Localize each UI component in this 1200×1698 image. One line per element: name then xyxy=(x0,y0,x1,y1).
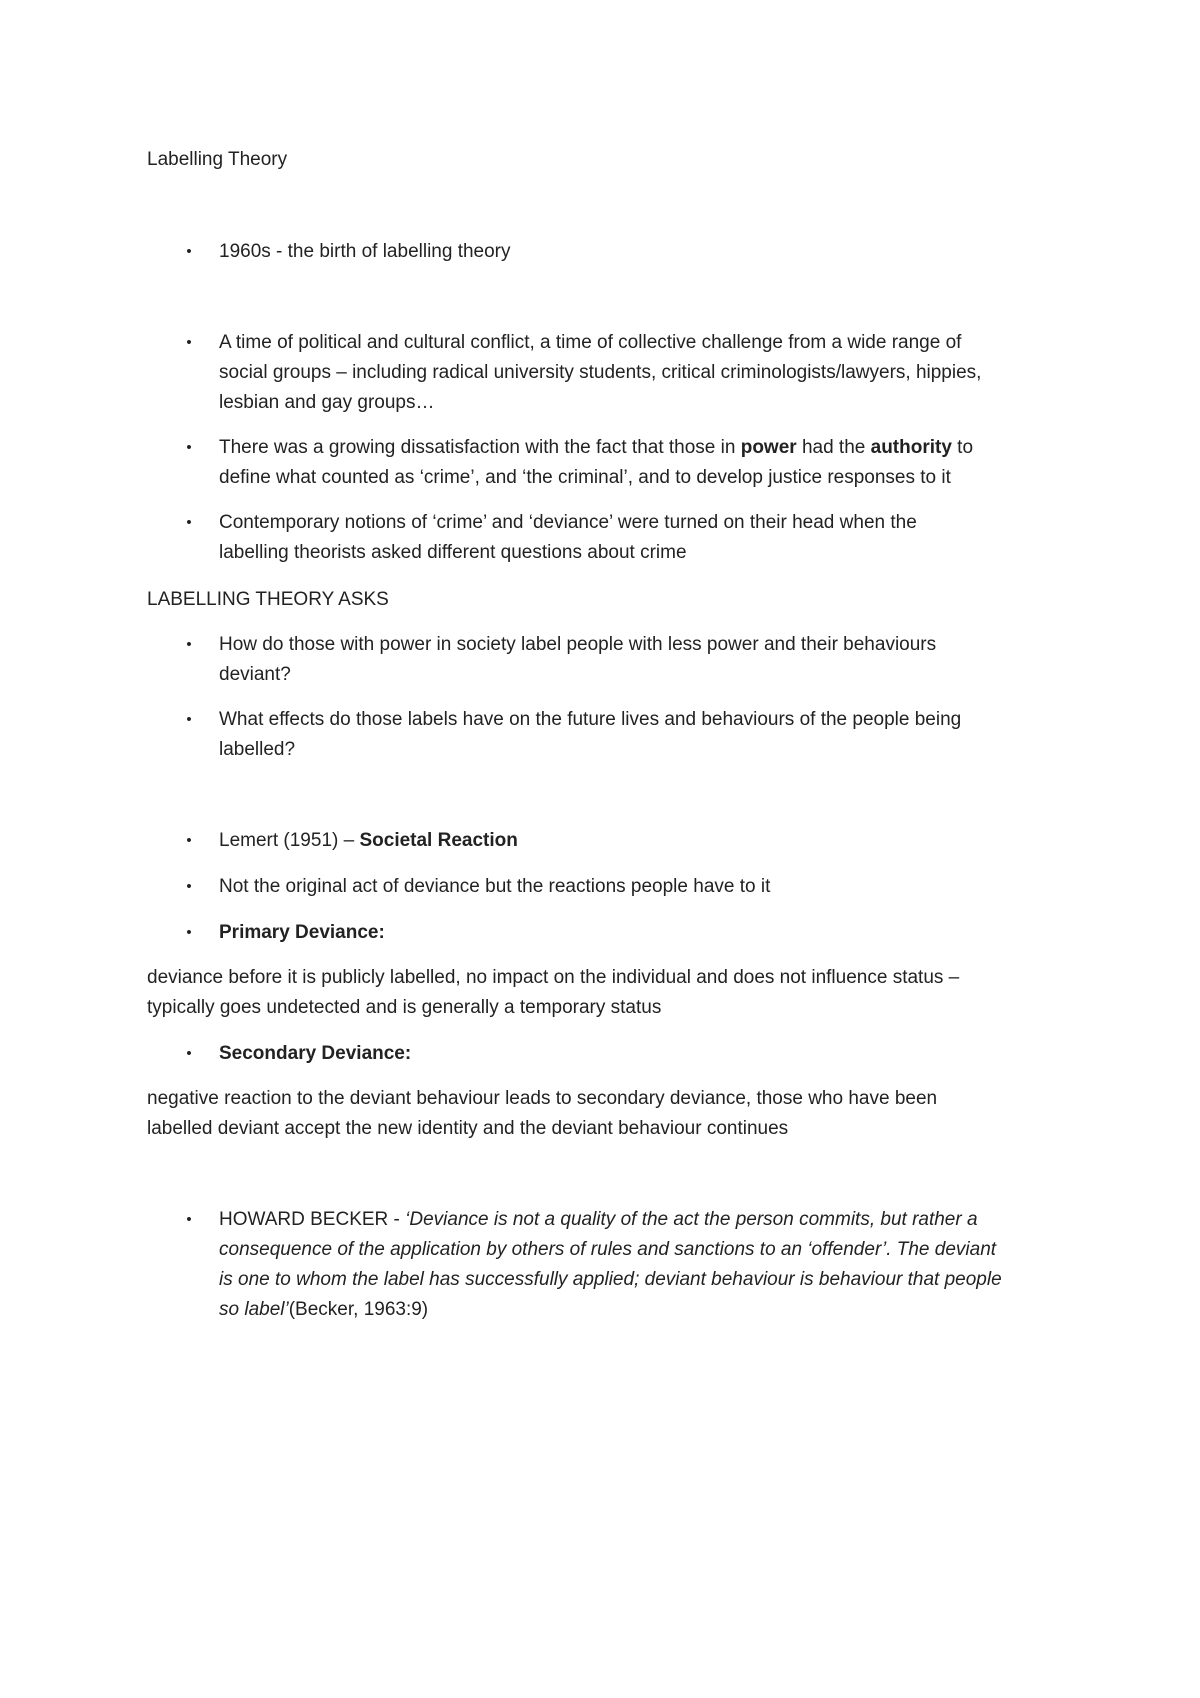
text-run: had the xyxy=(796,437,871,458)
primary-deviance-line-2: typically goes undetected and is generally a temporary status xyxy=(147,997,662,1018)
intro-dissatisfaction-line-1 xyxy=(219,433,973,463)
bold-authority: authority xyxy=(870,437,952,458)
becker-line-1 xyxy=(219,1205,978,1235)
bold-societal-reaction: Societal Reaction xyxy=(359,830,518,851)
intro-conflict-line-3: lesbian and gay groups… xyxy=(219,392,435,413)
text-run: to xyxy=(951,437,974,458)
lemert-heading xyxy=(219,826,518,856)
primary-deviance-heading: Primary Deviance: xyxy=(219,922,385,943)
intro-1960s: 1960s - the birth of labelling theory xyxy=(219,241,511,262)
secondary-deviance-heading: Secondary Deviance: xyxy=(219,1043,412,1064)
text-run: Lemert (1951) – xyxy=(219,830,360,851)
intro-contemporary-line-2: labelling theorists asked different questions about crime xyxy=(219,542,687,563)
lemert-not-original: Not the original act of deviance but the reactions people have to it xyxy=(219,876,771,897)
document-title: Labelling Theory xyxy=(147,149,288,170)
bullet-marker: • xyxy=(186,1211,192,1228)
becker-quote: so label’ xyxy=(219,1299,289,1320)
becker-citation: (Becker, 1963:9) xyxy=(288,1299,429,1320)
text-run: There was a growing dissatisfaction with the fact that those in xyxy=(219,437,741,458)
asks-q2-line-1: What effects do those labels have on the future lives and behaviours of the people being xyxy=(219,709,962,730)
intro-dissatisfaction-line-2: define what counted as ‘crime’, and ‘the criminal’, and to develop justice responses to it xyxy=(219,467,951,488)
becker-line-2: consequence of the application by others of rules and sanctions to an ‘offender’. The deviant xyxy=(219,1239,997,1260)
intro-contemporary-line-1: Contemporary notions of ‘crime’ and ‘deviance’ were turned on their head when the xyxy=(219,512,917,533)
asks-q1-line-2: deviant? xyxy=(219,664,291,685)
asks-heading: LABELLING THEORY ASKS xyxy=(147,589,389,610)
becker-name: HOWARD BECKER - xyxy=(219,1209,406,1230)
bullet-marker: • xyxy=(186,924,192,941)
becker-line-4 xyxy=(219,1295,428,1325)
primary-deviance-line-1: deviance before it is publicly labelled, no impact on the individual and does not influence status – xyxy=(147,967,960,988)
intro-conflict-line-1: A time of political and cultural conflict, a time of collective challenge from a wide range of xyxy=(219,332,962,353)
bullet-marker: • xyxy=(186,636,192,653)
bullet-marker: • xyxy=(186,514,192,531)
bullet-marker: • xyxy=(186,832,192,849)
secondary-deviance-line-1: negative reaction to the deviant behaviour leads to secondary deviance, those who have been xyxy=(147,1088,938,1109)
bullet-marker: • xyxy=(186,878,192,895)
bullet-marker: • xyxy=(186,1045,192,1062)
becker-quote: ‘Deviance is not a quality of the act the person commits, but rather a xyxy=(405,1209,978,1230)
bullet-marker: • xyxy=(186,334,192,351)
asks-q2-line-2: labelled? xyxy=(219,739,296,760)
bullet-marker: • xyxy=(186,439,192,456)
bold-power: power xyxy=(740,437,797,458)
intro-conflict-line-2: social groups – including radical university students, critical criminologists/lawyers, hippies, xyxy=(219,362,982,383)
secondary-deviance-line-2: labelled deviant accept the new identity and the deviant behaviour continues xyxy=(147,1118,789,1139)
becker-line-3: is one to whom the label has successfully applied; deviant behaviour is behaviour that people xyxy=(219,1269,1002,1290)
asks-q1-line-1: How do those with power in society label people with less power and their behaviours xyxy=(219,634,937,655)
bullet-marker: • xyxy=(186,711,192,728)
bullet-marker: • xyxy=(186,243,192,260)
